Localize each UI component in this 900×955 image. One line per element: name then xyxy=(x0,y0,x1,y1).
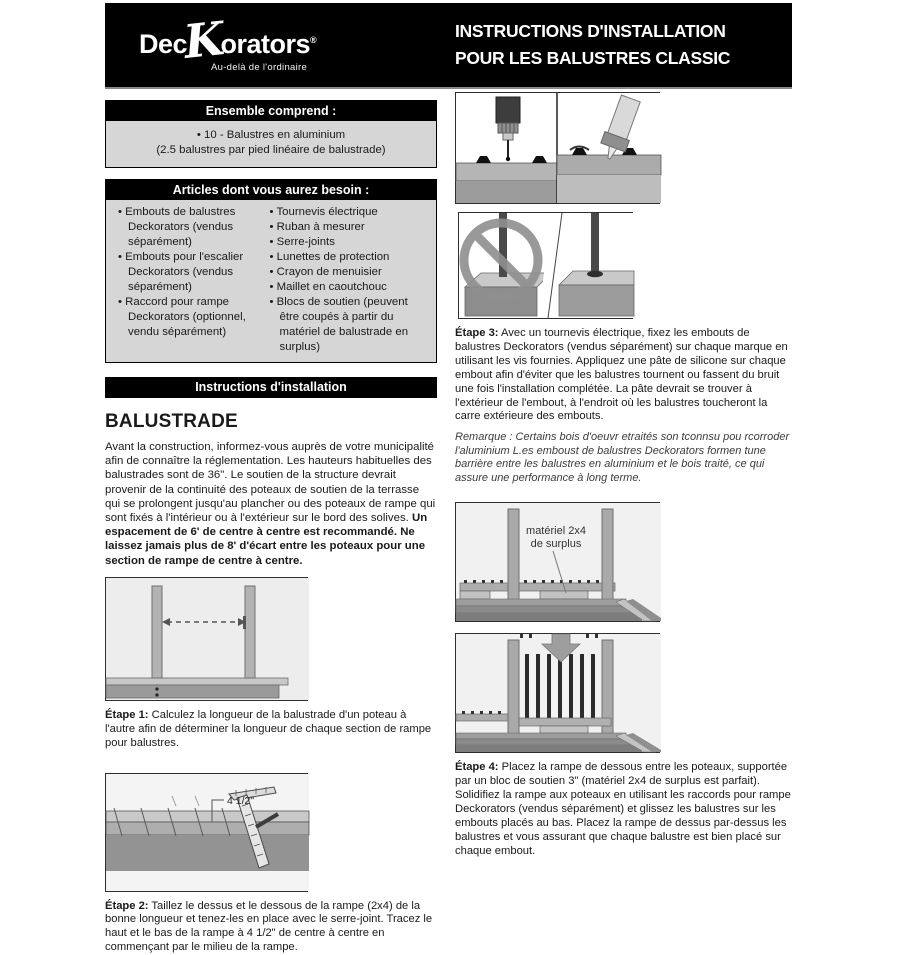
deckorators-logo xyxy=(139,11,317,73)
measure-label: 4 1/2" xyxy=(227,794,255,807)
checklist-item: • Ruban à mesurer xyxy=(270,220,428,235)
step4-support-diagram xyxy=(455,502,660,622)
kit-contents-box xyxy=(105,100,437,168)
instruction-sheet xyxy=(105,3,792,955)
tools-needed-body xyxy=(106,200,436,362)
left-rail-segment xyxy=(456,711,508,721)
checklist-item: • Embouts de balustres Deckorators (vendus séparément) xyxy=(118,205,260,250)
kit-contents-body xyxy=(106,121,436,167)
kit-item-detail: (2.5 balustres par pied linéaire de balustrade) xyxy=(156,144,386,156)
logo-k-glyph: K xyxy=(181,11,227,69)
step3-diagram xyxy=(455,92,660,204)
content-columns xyxy=(105,89,792,955)
logo-tagline: Au-delà de l'ordinaire xyxy=(211,62,308,73)
instructions-bar: Instructions d'installation xyxy=(105,377,437,398)
material-label-line2: de surplus xyxy=(530,538,582,551)
step2-diagram xyxy=(105,773,308,892)
logo-text-left: Dec xyxy=(139,29,188,59)
logo-text-right: orators xyxy=(220,29,311,59)
material-label-line1: matériel 2x4 xyxy=(526,525,586,538)
left-column xyxy=(105,89,437,955)
step3-caption xyxy=(455,327,792,424)
step1-label: Étape 1: xyxy=(105,708,149,721)
checklist-item: • Tournevis électrique xyxy=(270,205,428,220)
document-title xyxy=(455,18,730,72)
title-line-2: POUR LES BALUSTRES CLASSIC xyxy=(455,48,731,68)
step1-diagram xyxy=(105,577,308,701)
intro-text-bold: Un espacement de 6' de centre à centre est recommandé. Ne laissez jamais plus de 8' d'écart entre les poteaux pour une section de rampe de centre à centre. xyxy=(105,512,428,567)
checklist-item: • Embouts pour l'escalier Deckorators (vendus séparément) xyxy=(118,250,260,295)
rail-bands xyxy=(106,811,309,871)
deck-boards xyxy=(456,733,642,752)
intro-text: Avant la construction, informez-vous auprès de votre municipalité afin de connaître la réglementation. Les hauteurs habituelles des balustrades sont de 36". Le soutien de la structure devrait provenir de la continuité des poteaux de soutien de la terrasse qui se prolongent jusqu'au plancher ou des poteaux de rampe qui sont fixés à l'intérieur ou à l'extérieur sur le bord des solives. xyxy=(105,441,436,525)
step1-text: Calculez la longueur de la balustrade d'un poteau à l'autre afin de déterminer la longueur de chaque section de rampe pour balustres. xyxy=(105,708,432,749)
checklist-item: • Maillet en caoutchouc xyxy=(270,280,428,295)
step3-warning-diagram xyxy=(458,212,633,319)
checklist-item: • Raccord pour rampe Deckorators (optionnel, vendu séparément) xyxy=(118,295,260,340)
tools-needed-title: Articles dont vous aurez besoin : xyxy=(106,180,436,200)
intro-paragraph xyxy=(105,440,437,568)
tools-needed-box xyxy=(105,179,437,363)
step3-label: Étape 3: xyxy=(455,327,499,339)
step3-text: Avec un tournevis électrique, fixez les embouts de balustres Deckorators (vendus séparément) sur chaque marque en utilisant les vis fournies. Appliquez une pâte de silicone sur chaque embout afin d'éviter que les balustres tournent ou fassent du bruit une fois l'installation complétée. La pâte devrait se trouver à l'extérieur de l'embout, à l'endroit où les balustres toucheront la carre extérieure des embouts. xyxy=(455,327,788,423)
tools-list-right xyxy=(270,205,428,355)
left-panel-rail xyxy=(456,156,557,203)
remark-note: Remarque : Certains bois d'oeuvr etraités son tconnsu pou rcorroder l'aluminium L.es emboust de balustres Deckorators formen tune barrière entre les balustres en aluminium et le bois traité, ce qui assure une performance à long terme. xyxy=(455,431,790,484)
step4-text: Placez la rampe de dessous entre les poteaux, supportée par un bloc de soutien 3" (matériel 2x4 de surplus est parfait). Solidifiez la rampe aux poteaux en utilisant les raccords pour rampe Deckorators (vendus séparément) et glissez les balustres sur les embouts placés au bas. Placez la rampe de dessus par-dessus les balustres et vous assurant que chaque balustre est bien placé sur chaque embout. xyxy=(455,761,791,857)
step2-text: Taillez le dessus et le dessous de la rampe (2x4) de la bonne longueur et tenez-les en place avec le serre-joint. Tracez le haut et le bas de la rampe à 4 1/2" de centre à centre en commençant par le milieu de la rampe. xyxy=(105,899,433,954)
deck-boards xyxy=(456,599,642,621)
checklist-item: • Blocs de soutien (peuvent être coupés à partir du matériel de balustrade en surplus) xyxy=(270,295,428,355)
deck-boards xyxy=(106,678,288,698)
step4-caption xyxy=(455,761,792,858)
step2-caption xyxy=(105,900,437,955)
tools-list-left xyxy=(118,205,260,355)
checklist-item: • Crayon de menuisier xyxy=(270,265,428,280)
kit-contents-title: Ensemble comprend : xyxy=(106,101,436,121)
section-heading: BALUSTRADE xyxy=(105,411,238,432)
right-column xyxy=(455,92,792,859)
checklist-item: • Lunettes de protection xyxy=(270,250,428,265)
checklist-item: • Serre-joints xyxy=(270,235,428,250)
registered-mark: ® xyxy=(310,35,317,45)
kit-item: • 10 - Balustres en aluminium xyxy=(196,129,346,141)
header-bar xyxy=(105,3,792,89)
title-line-1: INSTRUCTIONS D'INSTALLATION xyxy=(455,21,726,41)
step4-balusters-diagram xyxy=(455,633,660,753)
step4-label: Étape 4: xyxy=(455,761,499,774)
step1-caption xyxy=(105,709,437,751)
step2-label: Étape 2: xyxy=(105,899,149,912)
